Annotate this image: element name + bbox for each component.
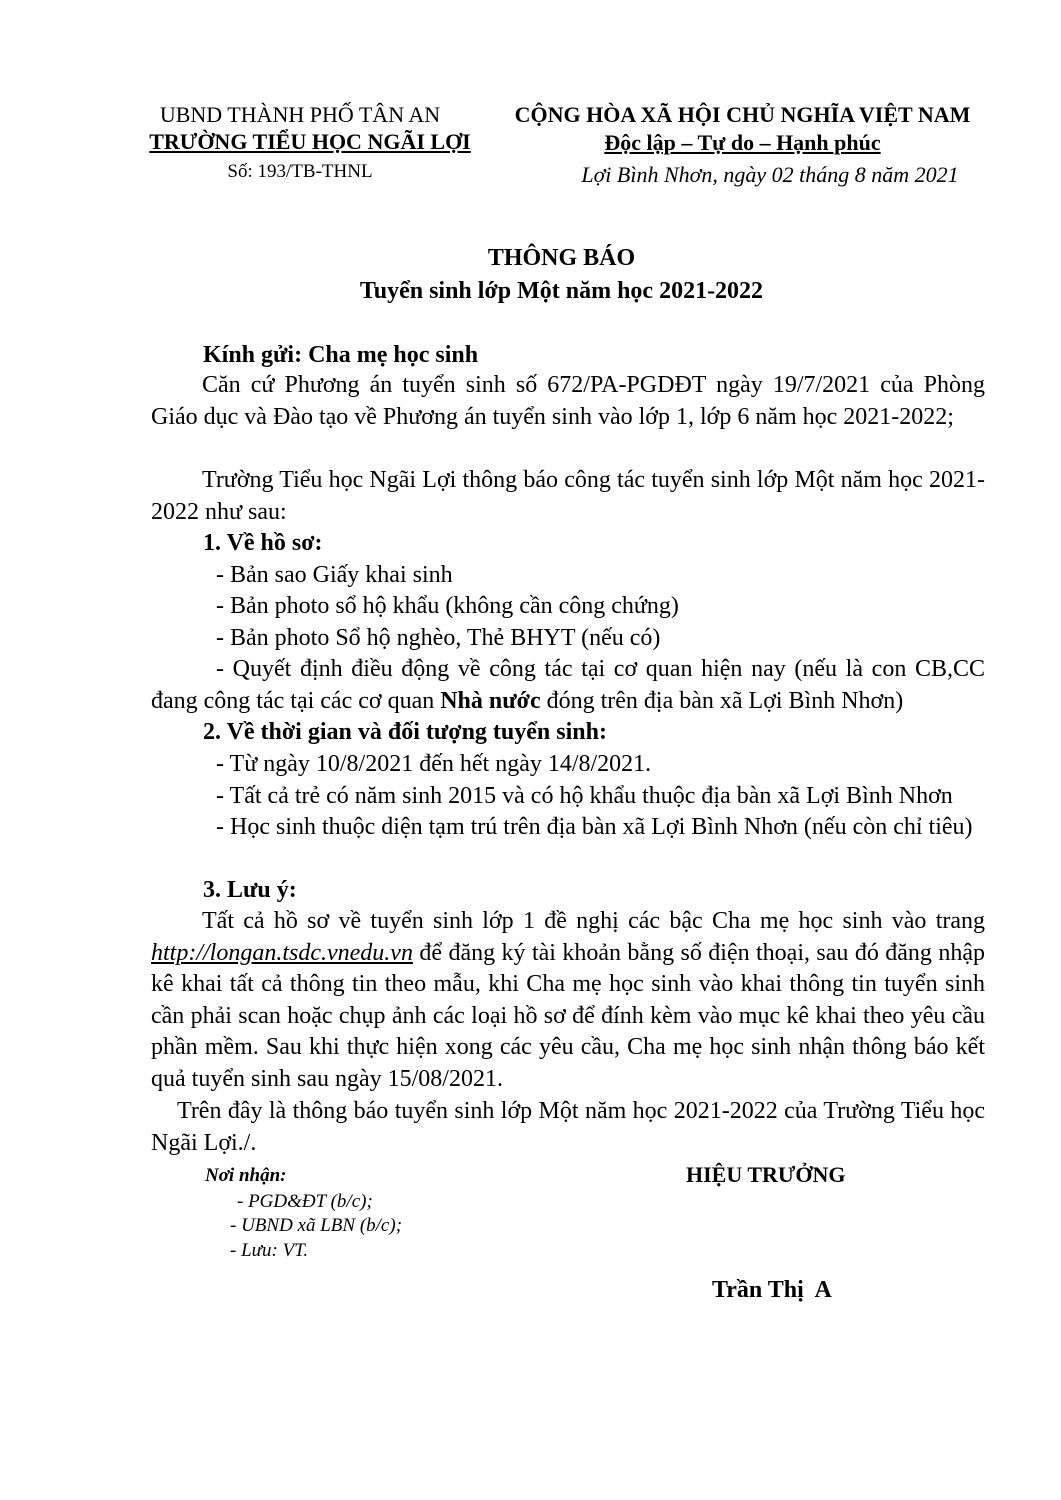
decision-text-bold: Nhà nước bbox=[440, 687, 541, 714]
note-text-end: để đăng ký tài khoản bằng số điện thoại, sau đó đăng nhập kê khai tất cả thông tin theo mẫu, khi Cha mẹ học sinh vào khai thông tin tuyển sinh cần phải scan hoặc chụp ảnh các loại hồ sơ để đính kèm vào mục kê khai theo yêu cầu phần mềm. Sau khi thực hiện xong các yêu cầu, Cha mẹ học sinh nhận thông báo kết quả tuyển sinh sau ngày 15/08/2021. bbox=[151, 939, 985, 1092]
registration-link[interactable]: http://longan.tsdc.vnedu.vn bbox=[151, 939, 413, 966]
signer-title: HIỆU TRƯỞNG bbox=[686, 1162, 846, 1187]
list-item: - Bản sao Giấy khai sinh bbox=[216, 562, 453, 588]
document-number: Số: 193/TB-THNL bbox=[227, 161, 373, 182]
recipient-item: - UBND xã LBN (b/c); bbox=[230, 1215, 403, 1236]
decision-text-start: - Quyết định điều động về công tác tại cơ quan hiện nay (nếu là con CB,CC đang công tác tại các cơ quan bbox=[151, 656, 985, 714]
paragraph-announcement: Trường Tiểu học Ngãi Lợi thông báo công tác tuyển sinh lớp Một năm học 2021-2022 như sau: bbox=[151, 467, 985, 525]
place-and-date: Lợi Bình Nhơn, ngày 02 tháng 8 năm 2021 bbox=[581, 162, 959, 187]
issuing-authority: UBND THÀNH PHỐ TÂN AN bbox=[159, 102, 441, 127]
section-1-heading: 1. Về hồ sơ: bbox=[203, 530, 323, 556]
decision-text-end: đóng trên địa bàn xã Lợi Bình Nhơn) bbox=[540, 687, 904, 714]
national-title: CỘNG HÒA XÃ HỘI CHỦ NGHĨA VIỆT NAM bbox=[514, 102, 971, 127]
national-motto bbox=[490, 129, 995, 157]
greeting: Kính gửi: Cha mẹ học sinh bbox=[203, 342, 479, 368]
recipients-label: Nơi nhận: bbox=[205, 1165, 287, 1186]
note-text-start: Tất cả hồ sơ về tuyển sinh lớp 1 đề nghị các bậc Cha mẹ học sinh vào trang bbox=[202, 908, 985, 934]
school-name bbox=[130, 128, 490, 156]
signer-name: Trần Thị A bbox=[712, 1277, 832, 1303]
list-item: - Bản photo Sổ hộ nghèo, Thẻ BHYT (nếu có) bbox=[216, 625, 661, 651]
list-item-decision bbox=[151, 654, 985, 717]
document-title: THÔNG BÁO bbox=[487, 245, 636, 271]
list-item-temporary-residents: - Học sinh thuộc diện tạm trú trên địa bàn xã Lợi Bình Nhơn (nếu còn chỉ tiêu) bbox=[216, 814, 973, 840]
recipient-item: - Lưu: VT. bbox=[230, 1240, 309, 1261]
school-name-text: TRƯỜNG TIỂU HỌC NGÃI LỢI bbox=[149, 129, 471, 154]
document-subtitle: Tuyển sinh lớp Một năm học 2021-2022 bbox=[359, 278, 764, 304]
section-3-heading: 3. Lưu ý: bbox=[203, 877, 297, 903]
list-item: - Tất cả trẻ có năm sinh 2015 và có hộ khẩu thuộc địa bàn xã Lợi Bình Nhơn bbox=[216, 783, 953, 809]
paragraph-note bbox=[151, 906, 985, 1095]
list-item: - Từ ngày 10/8/2021 đến hết ngày 14/8/2021. bbox=[216, 751, 652, 777]
section-2-heading: 2. Về thời gian và đối tượng tuyển sinh: bbox=[203, 719, 607, 745]
recipient-item: - PGD&ĐT (b/c); bbox=[237, 1191, 373, 1212]
list-item: - Bản photo sổ hộ khẩu (không cần công chứng) bbox=[216, 593, 679, 619]
national-motto-text: Độc lập – Tự do – Hạnh phúc bbox=[604, 130, 881, 155]
closing-paragraph: Trên đây là thông báo tuyển sinh lớp Một năm học 2021-2022 của Trường Tiểu học Ngãi Lợi./. bbox=[151, 1098, 985, 1156]
paragraph-basis: Căn cứ Phương án tuyển sinh số 672/PA-PGDĐT ngày 19/7/2021 của Phòng Giáo dục và Đào tạo về Phương án tuyển sinh vào lớp 1, lớp 6 năm học 2021-2022; bbox=[151, 372, 985, 430]
